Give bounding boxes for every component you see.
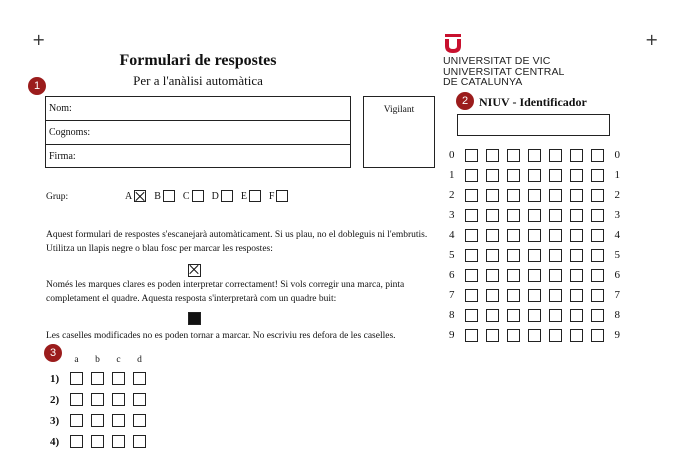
niuv-row-1 <box>449 165 620 185</box>
vigilant-label: Vigilant <box>383 105 415 115</box>
registration-mark-left: + <box>32 30 46 49</box>
section-badge-3: 3 <box>44 344 62 362</box>
niuv-checkbox-2-7[interactable] <box>486 289 499 302</box>
answer-1-a[interactable] <box>70 372 83 385</box>
niuv-checkbox-1-1[interactable] <box>465 169 478 182</box>
logo-line-3: DE CATALUNYA <box>443 76 523 88</box>
grup-option-e[interactable]: E <box>241 190 261 202</box>
niuv-checkbox-2-1[interactable] <box>486 169 499 182</box>
niuv-checkbox-4-0[interactable] <box>528 149 541 162</box>
niuv-checkbox-4-9[interactable] <box>528 329 541 342</box>
grup-checkbox-f[interactable] <box>276 190 288 202</box>
niuv-checkbox-7-2[interactable] <box>591 189 604 202</box>
answer-row-3 <box>50 410 146 431</box>
grup-label: Grup: <box>46 192 69 202</box>
grup-option-d[interactable]: D <box>212 190 233 202</box>
answer-row-2 <box>50 389 146 410</box>
niuv-checkbox-4-8[interactable] <box>528 309 541 322</box>
grup-option-c[interactable]: C <box>183 190 204 202</box>
niuv-digit-label-left: 8 <box>449 309 455 321</box>
surname-field[interactable]: Cognoms: <box>46 121 350 145</box>
niuv-checkbox-3-1[interactable] <box>507 169 520 182</box>
niuv-checkbox-4-5[interactable] <box>528 249 541 262</box>
niuv-checkbox-4-1[interactable] <box>528 169 541 182</box>
niuv-digit-label-right: 7 <box>614 289 620 301</box>
niuv-row-3 <box>449 205 620 225</box>
niuv-checkbox-3-7[interactable] <box>507 289 520 302</box>
niuv-digit-label-left: 7 <box>449 289 455 301</box>
answer-2-c[interactable] <box>112 393 125 406</box>
niuv-row-2 <box>449 185 620 205</box>
niuv-checkbox-3-5[interactable] <box>507 249 520 262</box>
niuv-checkbox-5-8[interactable] <box>549 309 562 322</box>
signature-field[interactable]: Firma: <box>49 151 76 162</box>
niuv-row-6 <box>449 265 620 285</box>
instructions-paragraph-2: Només les marques clares es poden interpretar correctament! Si vols corregir una marca, pinta completament el quadre. Aquesta resposta s'interpretarà com un quadre buit: <box>46 280 405 304</box>
niuv-checkbox-7-5[interactable] <box>591 249 604 262</box>
logo-u-icon <box>443 34 463 54</box>
niuv-checkbox-2-2[interactable] <box>486 189 499 202</box>
niuv-checkbox-2-0[interactable] <box>486 149 499 162</box>
answer-4-a[interactable] <box>70 435 83 448</box>
answer-2-a[interactable] <box>70 393 83 406</box>
niuv-checkbox-6-4[interactable] <box>570 229 583 242</box>
question-number: 2) <box>50 393 60 406</box>
answer-4-c[interactable] <box>112 435 125 448</box>
grup-checkbox-c[interactable] <box>192 190 204 202</box>
logo-line-1: UNIVERSITAT DE VIC <box>443 55 551 67</box>
niuv-checkbox-6-3[interactable] <box>570 209 583 222</box>
niuv-checkbox-6-1[interactable] <box>570 169 583 182</box>
niuv-row-0 <box>449 145 620 165</box>
answer-1-b[interactable] <box>91 372 104 385</box>
page-subtitle: Per a l'anàlisi automàtica <box>133 73 263 88</box>
niuv-checkbox-5-0[interactable] <box>549 149 562 162</box>
niuv-digit-label-right: 1 <box>614 169 620 181</box>
choice-a-header: a <box>74 355 79 365</box>
answer-2-d[interactable] <box>133 393 146 406</box>
niuv-checkbox-1-9[interactable] <box>465 329 478 342</box>
niuv-checkbox-5-2[interactable] <box>549 189 562 202</box>
niuv-checkbox-7-6[interactable] <box>591 269 604 282</box>
niuv-row-8 <box>449 305 620 325</box>
page-title: Formulari de respostes <box>119 52 277 69</box>
answers-grid <box>50 368 146 452</box>
grup-checkbox-e[interactable] <box>249 190 261 202</box>
grup-option-f[interactable]: F <box>269 190 289 202</box>
niuv-digit-label-left: 9 <box>449 329 455 341</box>
niuv-checkbox-2-6[interactable] <box>486 269 499 282</box>
question-number: 3) <box>50 414 60 427</box>
vigilant-box[interactable] <box>363 96 435 168</box>
niuv-checkbox-7-3[interactable] <box>591 209 604 222</box>
niuv-checkbox-5-7[interactable] <box>549 289 562 302</box>
grup-checkbox-a[interactable] <box>134 190 146 202</box>
niuv-checkbox-4-3[interactable] <box>528 209 541 222</box>
niuv-row-4 <box>449 225 620 245</box>
niuv-checkbox-1-0[interactable] <box>465 149 478 162</box>
instructions-paragraph-1: Aquest formulari de respostes s'escanejarà automàticament. Si us plau, no el dobleguis ni l'embrutis. Utilitza un llapis negre o blau fosc per marcar les respostes: <box>46 230 428 254</box>
niuv-checkbox-6-7[interactable] <box>570 289 583 302</box>
niuv-checkbox-3-4[interactable] <box>507 229 520 242</box>
niuv-row-9 <box>449 325 620 345</box>
niuv-checkbox-3-9[interactable] <box>507 329 520 342</box>
answer-1-d[interactable] <box>133 372 146 385</box>
niuv-checkbox-7-7[interactable] <box>591 289 604 302</box>
grup-option-a[interactable]: A <box>125 190 146 202</box>
name-field[interactable]: Nom: <box>46 97 350 121</box>
question-number: 4) <box>50 435 60 448</box>
niuv-title: NIUV - Identificador <box>479 95 587 109</box>
niuv-checkbox-4-2[interactable] <box>528 189 541 202</box>
niuv-checkbox-5-6[interactable] <box>549 269 562 282</box>
logo-text <box>443 56 565 88</box>
niuv-digit-label-left: 0 <box>449 149 455 161</box>
niuv-grid <box>449 145 620 345</box>
niuv-digit-label-left: 3 <box>449 209 455 221</box>
example-marked-box <box>188 264 201 277</box>
answer-4-b[interactable] <box>91 435 104 448</box>
niuv-digit-label-right: 8 <box>614 309 620 321</box>
niuv-checkbox-6-5[interactable] <box>570 249 583 262</box>
niuv-checkbox-5-1[interactable] <box>549 169 562 182</box>
niuv-digit-label-right: 3 <box>614 209 620 221</box>
niuv-digit-label-left: 4 <box>449 229 455 241</box>
niuv-digit-label-left: 2 <box>449 189 455 201</box>
choice-b-header: b <box>95 355 100 365</box>
answer-row-4 <box>50 431 146 452</box>
niuv-checkbox-3-3[interactable] <box>507 209 520 222</box>
niuv-checkbox-5-4[interactable] <box>549 229 562 242</box>
niuv-digit-label-right: 5 <box>614 249 620 261</box>
section-badge-1: 1 <box>28 77 46 95</box>
answer-3-d[interactable] <box>133 414 146 427</box>
niuv-digit-label-right: 2 <box>614 189 620 201</box>
answer-choice-headers <box>70 355 146 365</box>
niuv-row-5 <box>449 245 620 265</box>
instructions-paragraph-3: Les caselles modificades no es poden tornar a marcar. No escriviu res defora de les caselles. <box>46 331 396 341</box>
example-filled-box <box>188 312 201 325</box>
niuv-checkbox-1-7[interactable] <box>465 289 478 302</box>
niuv-checkbox-2-4[interactable] <box>486 229 499 242</box>
niuv-checkbox-1-8[interactable] <box>465 309 478 322</box>
niuv-checkbox-4-7[interactable] <box>528 289 541 302</box>
niuv-checkbox-7-8[interactable] <box>591 309 604 322</box>
niuv-checkbox-6-8[interactable] <box>570 309 583 322</box>
niuv-checkbox-2-9[interactable] <box>486 329 499 342</box>
niuv-checkbox-2-8[interactable] <box>486 309 499 322</box>
niuv-digit-label-right: 6 <box>614 269 620 281</box>
grup-checkbox-d[interactable] <box>221 190 233 202</box>
niuv-checkbox-1-6[interactable] <box>465 269 478 282</box>
niuv-digit-label-left: 6 <box>449 269 455 281</box>
grup-checkbox-b[interactable] <box>163 190 175 202</box>
niuv-checkbox-5-3[interactable] <box>549 209 562 222</box>
grup-options <box>125 190 296 202</box>
logo-line-2: UNIVERSITAT CENTRAL <box>443 65 565 78</box>
niuv-digit-label-left: 1 <box>449 169 455 181</box>
niuv-checkbox-2-5[interactable] <box>486 249 499 262</box>
niuv-checkbox-4-4[interactable] <box>528 229 541 242</box>
niuv-checkbox-3-6[interactable] <box>507 269 520 282</box>
answer-4-d[interactable] <box>133 435 146 448</box>
niuv-checkbox-3-8[interactable] <box>507 309 520 322</box>
answer-3-b[interactable] <box>91 414 104 427</box>
registration-mark-right: + <box>645 30 659 49</box>
student-fields <box>45 96 351 168</box>
answer-2-b[interactable] <box>91 393 104 406</box>
niuv-checkbox-1-4[interactable] <box>465 229 478 242</box>
answer-1-c[interactable] <box>112 372 125 385</box>
question-number: 1) <box>50 372 60 385</box>
niuv-digit-label-right: 0 <box>614 149 620 161</box>
niuv-digit-label-right: 4 <box>614 229 620 241</box>
niuv-checkbox-1-5[interactable] <box>465 249 478 262</box>
choice-d-header: d <box>137 355 142 365</box>
niuv-checkbox-6-9[interactable] <box>570 329 583 342</box>
niuv-checkbox-6-6[interactable] <box>570 269 583 282</box>
niuv-checkbox-2-3[interactable] <box>486 209 499 222</box>
niuv-checkbox-3-2[interactable] <box>507 189 520 202</box>
niuv-row-7 <box>449 285 620 305</box>
niuv-checkbox-1-3[interactable] <box>465 209 478 222</box>
answer-row-1 <box>50 368 146 389</box>
answer-3-a[interactable] <box>70 414 83 427</box>
niuv-checkbox-4-6[interactable] <box>528 269 541 282</box>
niuv-checkbox-1-2[interactable] <box>465 189 478 202</box>
niuv-checkbox-6-2[interactable] <box>570 189 583 202</box>
niuv-checkbox-5-5[interactable] <box>549 249 562 262</box>
grup-option-b[interactable]: B <box>154 190 175 202</box>
niuv-checkbox-7-1[interactable] <box>591 169 604 182</box>
niuv-checkbox-7-0[interactable] <box>591 149 604 162</box>
niuv-checkbox-3-0[interactable] <box>507 149 520 162</box>
choice-c-header: c <box>116 355 121 365</box>
section-badge-2: 2 <box>456 92 474 110</box>
niuv-checkbox-6-0[interactable] <box>570 149 583 162</box>
niuv-input-box[interactable] <box>457 114 610 136</box>
niuv-checkbox-7-4[interactable] <box>591 229 604 242</box>
niuv-checkbox-7-9[interactable] <box>591 329 604 342</box>
niuv-digit-label-right: 9 <box>614 329 620 341</box>
niuv-digit-label-left: 5 <box>449 249 455 261</box>
niuv-checkbox-5-9[interactable] <box>549 329 562 342</box>
answer-3-c[interactable] <box>112 414 125 427</box>
